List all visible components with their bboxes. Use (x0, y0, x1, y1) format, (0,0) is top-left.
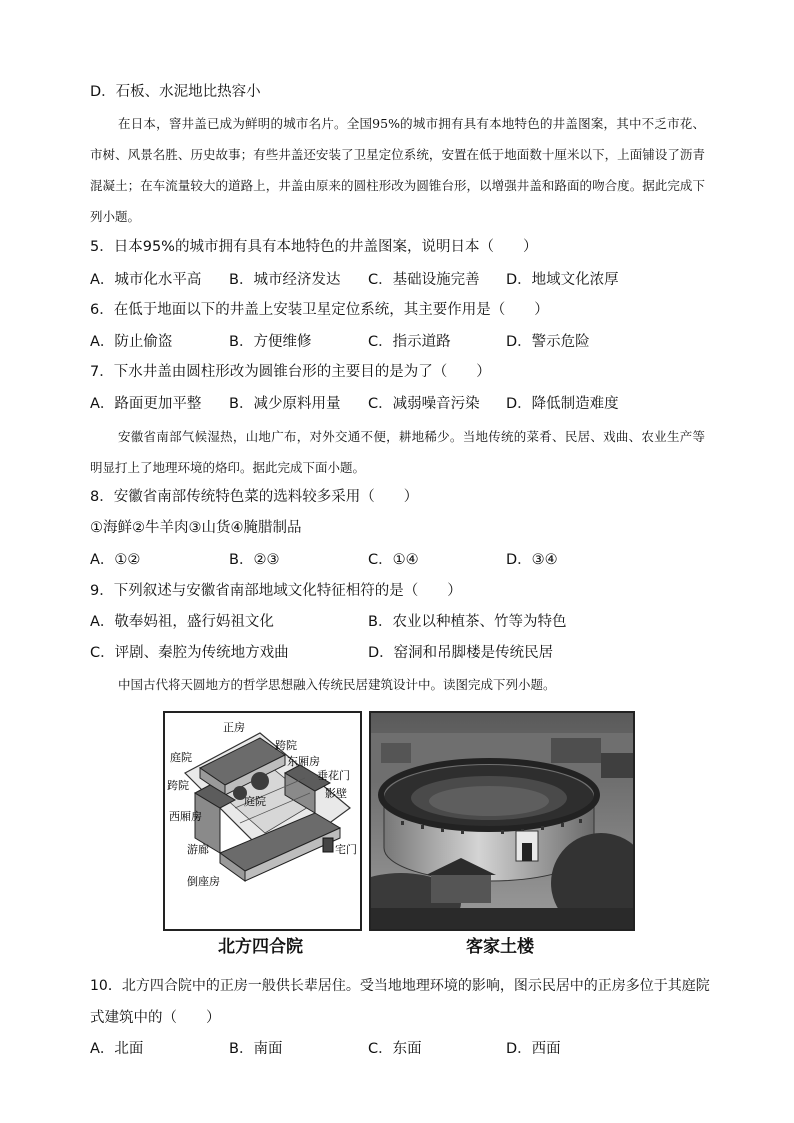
q9-option-c: C．评剧、秦腔为传统地方戏曲 (90, 645, 289, 661)
q4-option-d: D．石板、水泥地比热容小 (90, 84, 261, 100)
label-zhengfang: 正房 (223, 721, 245, 734)
q6-stem: 6．在低于地面以下的井盖上安装卫星定位系统，其主要作用是（ ） (90, 302, 549, 318)
q10-stem-line2: 式建筑中的（ ） (90, 1010, 221, 1026)
passage-dwellings: 中国古代将天圆地方的哲学思想融入传统民居建筑设计中。读图完成下列小题。 (118, 677, 556, 692)
label-tingyuan-center: 庭院 (244, 795, 266, 808)
label-yingbi: 影壁 (325, 787, 347, 800)
q10-stem-line1: 10．北方四合院中的正房一般供长辈居住。受当地地理环境的影响，图示民居中的正房多位于其庭院 (90, 978, 710, 994)
label-youlang: 游廊 (187, 843, 209, 856)
q6-option-a: A．防止偷盗 (90, 334, 173, 350)
q7-stem: 7．下水井盖由圆柱形改为圆锥台形的主要目的是为了（ ） (90, 364, 491, 380)
q8-option-b: B．②③ (229, 552, 280, 568)
tulou-figure (369, 711, 635, 931)
q7-option-d: D．降低制造难度 (506, 396, 619, 412)
tulou-photo (371, 713, 633, 929)
label-kuayuan-left: 跨院 (167, 779, 189, 792)
q8-items: ①海鲜②牛羊肉③山货④腌腊制品 (90, 520, 302, 536)
q8-option-c: C．①④ (368, 552, 419, 568)
q5-option-c: C．基础设施完善 (368, 272, 480, 288)
q8-option-a: A．①② (90, 552, 141, 568)
q6-option-b: B．方便维修 (229, 334, 312, 350)
label-chuihuamen: 垂花门 (317, 769, 350, 782)
siheyuan-figure (163, 711, 362, 931)
label-xixiangfang: 西厢房 (169, 810, 202, 823)
siheyuan-caption: 北方四合院 (218, 937, 303, 957)
q9-option-d: D．窑洞和吊脚楼是传统民居 (368, 645, 554, 661)
q5-option-b: B．城市经济发达 (229, 272, 341, 288)
q5-stem: 5．日本95%的城市拥有具有本地特色的井盖图案，说明日本（ ） (90, 239, 538, 255)
q10-option-c: C．东面 (368, 1041, 422, 1057)
passage-manhole: 在日本，窨井盖已成为鲜明的城市名片。全国95%的城市拥有具有本地特色的井盖图案，其中不乏市花、市树、风景名胜、历史故事；有些井盖还安装了卫星定位系统，安置在低于地面数十厘米以下，上面铺设了沥青混凝土；在车流量较大的道路上，井盖由原来的圆柱形改为圆锥台形，以增强井盖和路面的吻合度。据此完成下列小题。 (90, 116, 705, 224)
q8-stem: 8．安徽省南部传统特色菜的选料较多采用（ ） (90, 489, 419, 505)
q7-option-b: B．减少原料用量 (229, 396, 341, 412)
q10-option-d: D．西面 (506, 1041, 561, 1057)
q10-option-b: B．南面 (229, 1041, 283, 1057)
label-dongxiangfang: 东厢房 (287, 755, 320, 768)
q9-stem: 9．下列叙述与安徽省南部地域文化特征相符的是（ ） (90, 583, 462, 599)
tulou-caption: 客家土楼 (466, 937, 534, 957)
q9-option-a: A．敬奉妈祖，盛行妈祖文化 (90, 614, 274, 630)
q8-option-d: D．③④ (506, 552, 558, 568)
siheyuan-diagram (165, 713, 360, 929)
q5-option-a: A．城市化水平高 (90, 272, 202, 288)
q9-option-b: B．农业以种植茶、竹等为特色 (368, 614, 567, 630)
q10-option-a: A．北面 (90, 1041, 144, 1057)
label-kuayuan-right: 跨院 (275, 739, 297, 752)
q6-option-c: C．指示道路 (368, 334, 451, 350)
label-daozuofang: 倒座房 (187, 875, 220, 888)
q7-option-c: C．减弱噪音污染 (368, 396, 480, 412)
q6-option-d: D．警示危险 (506, 334, 590, 350)
label-tingyuan-left: 庭院 (170, 751, 192, 764)
q5-option-d: D．地域文化浓厚 (506, 272, 619, 288)
q7-option-a: A．路面更加平整 (90, 396, 202, 412)
label-zhaimen: 宅门 (335, 843, 357, 856)
passage-anhui: 安徽省南部气候湿热，山地广布，对外交通不便，耕地稀少。当地传统的菜肴、民居、戏曲、农业生产等明显打上了地理环境的烙印。据此完成下面小题。 (90, 429, 705, 475)
